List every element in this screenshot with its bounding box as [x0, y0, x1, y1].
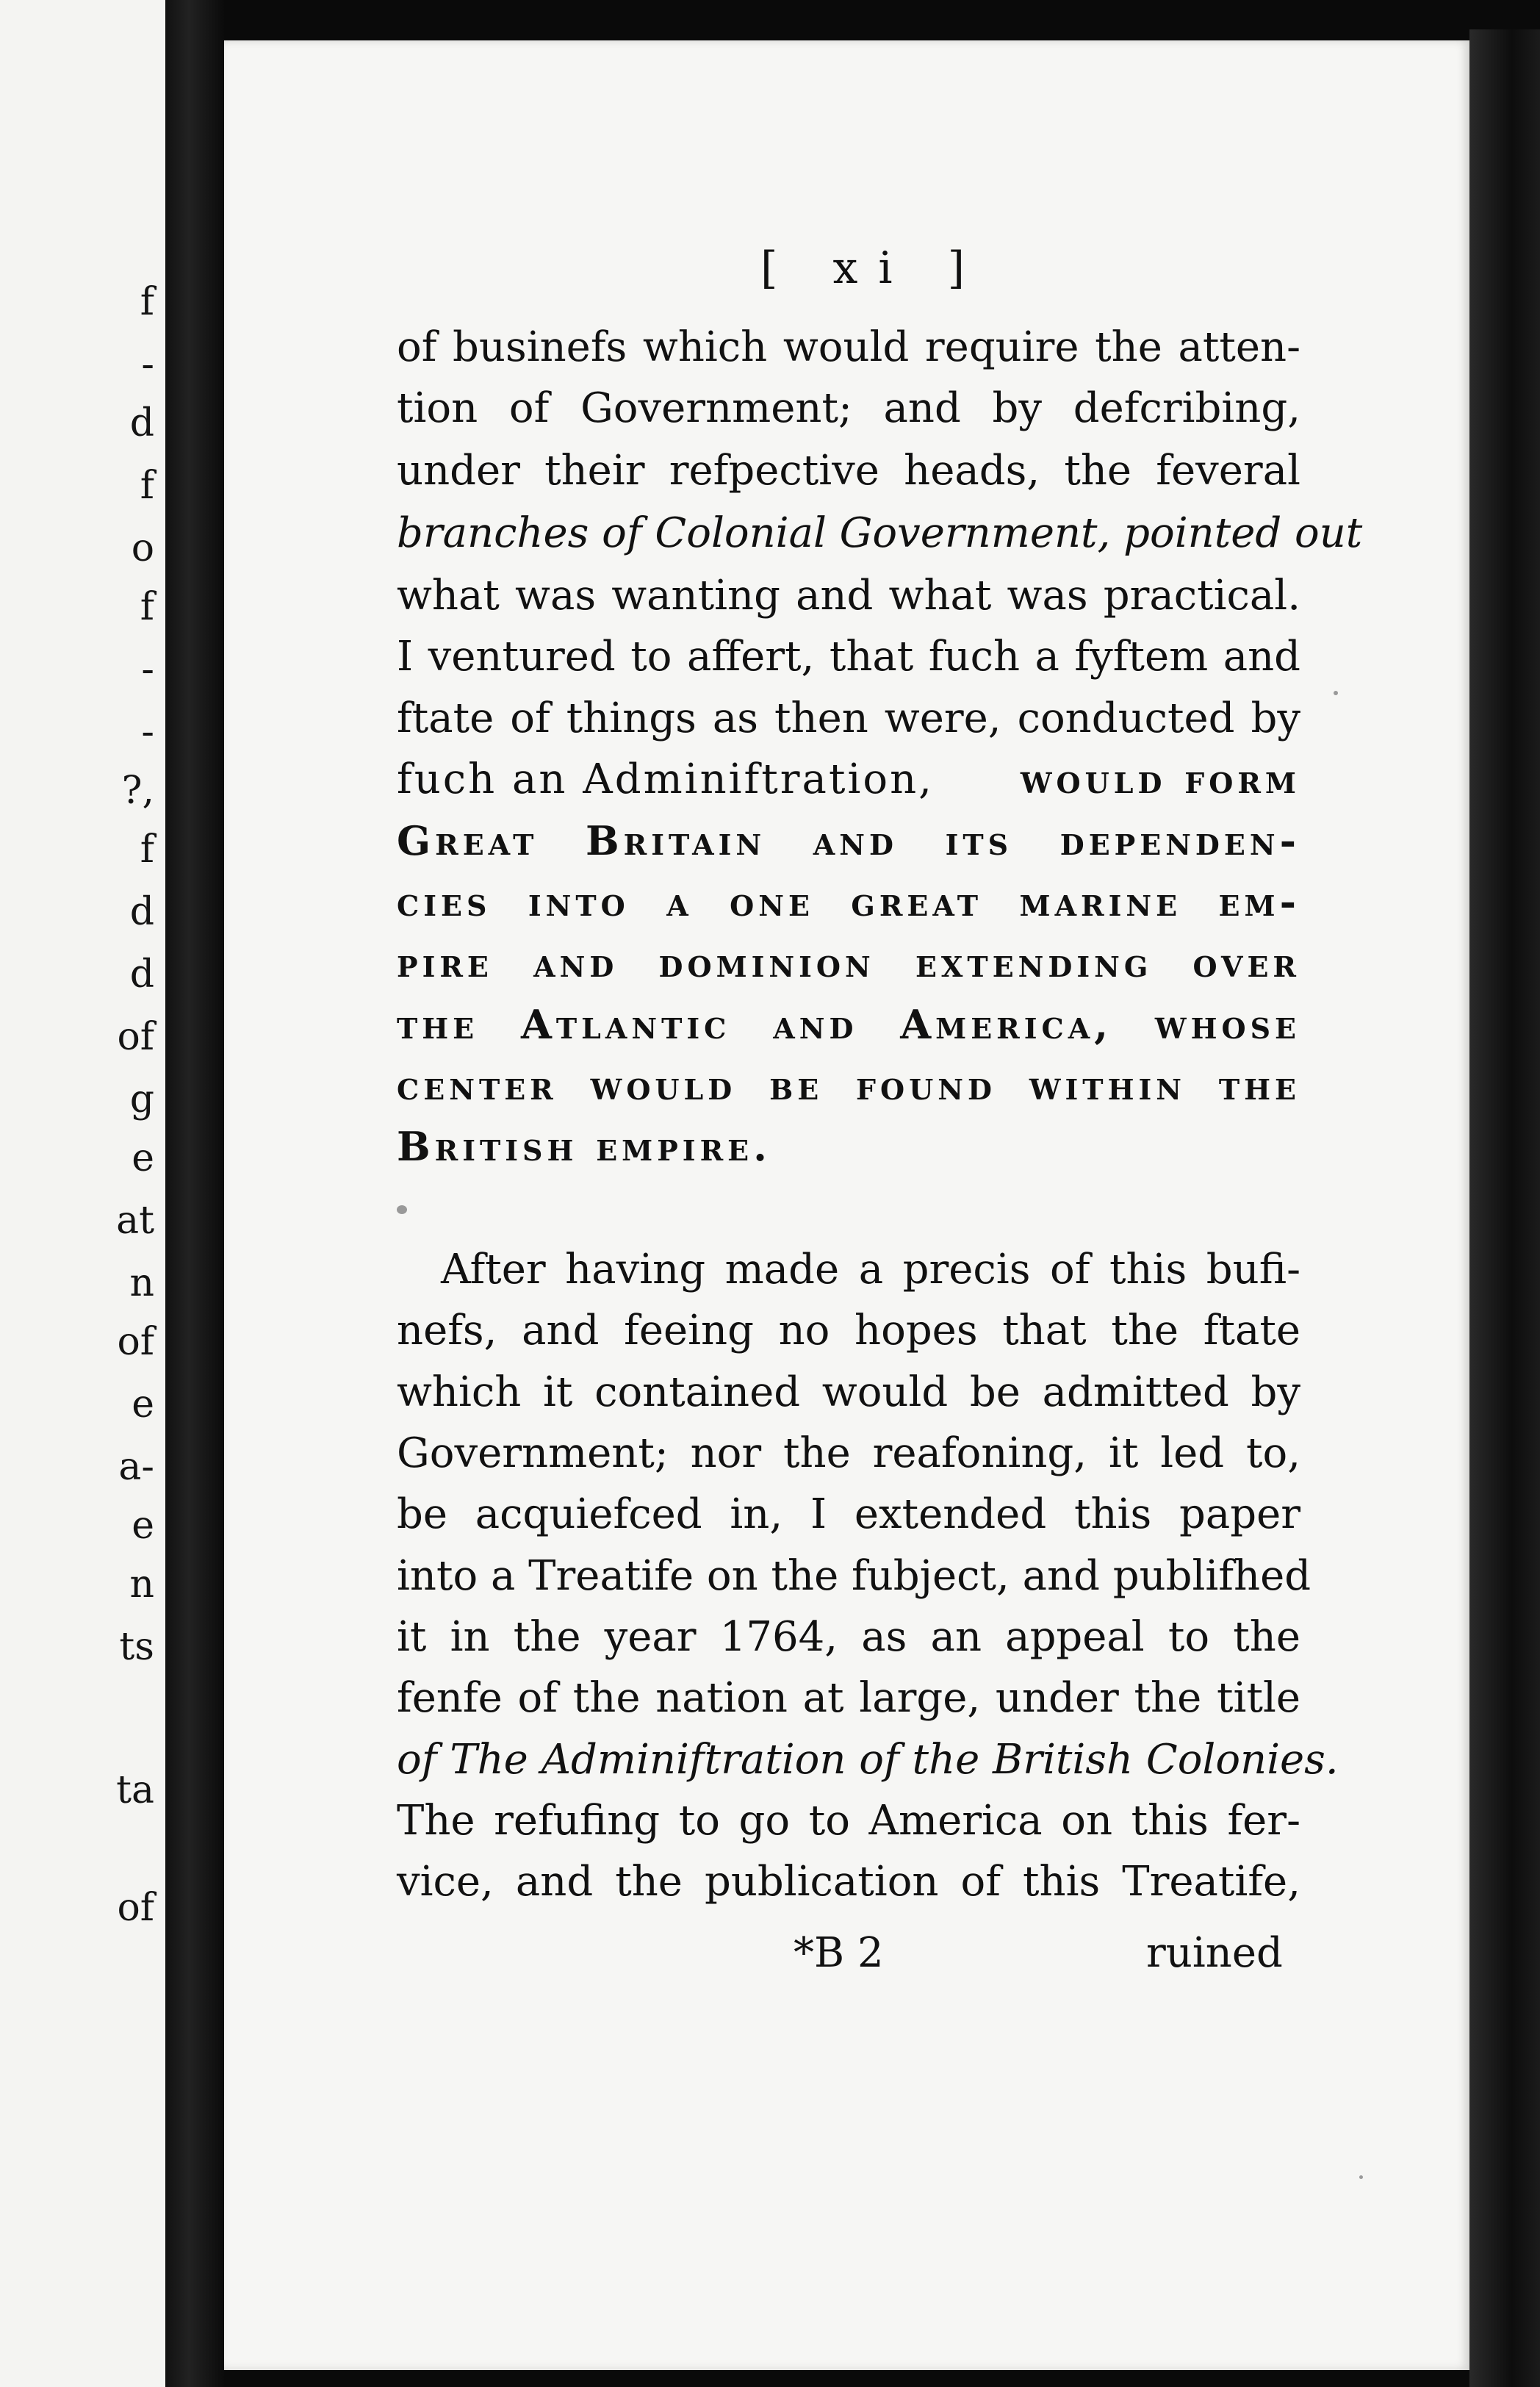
- left-facing-page: [0, 0, 167, 2387]
- text-line: be acquiefced in, I extended this paper: [397, 1490, 1300, 1538]
- left-margin-fragment: f: [140, 464, 154, 508]
- text-line-emphasis: the Atlantic and America, whose: [397, 1001, 1300, 1048]
- left-margin-fragment: of: [117, 1015, 154, 1059]
- text-line: fenfe of the nation at large, under the title: [397, 1674, 1300, 1722]
- left-margin-fragment: n: [129, 1261, 154, 1305]
- left-margin-fragment: d: [129, 952, 154, 997]
- left-margin-fragment: o: [131, 526, 154, 570]
- text-line-emphasis: Great Britain and its dependen-: [397, 817, 1300, 864]
- book-fore-edge: [1469, 29, 1540, 2387]
- text-line: tion of Government; and by defcribing,: [397, 384, 1300, 432]
- left-margin-fragment: ts: [119, 1625, 154, 1669]
- left-margin-fragment: e: [132, 1136, 154, 1180]
- text-line: it in the year 1764, as an appeal to the: [397, 1613, 1300, 1661]
- text-line: Government; nor the reafoning, it led to,: [397, 1429, 1300, 1477]
- left-margin-fragment: d: [129, 401, 154, 445]
- text-line: fuch an Adminiftration,: [397, 755, 934, 803]
- left-margin-fragment: at: [116, 1199, 154, 1243]
- left-margin-fragment: of: [117, 1320, 154, 1364]
- left-margin-fragment: g: [129, 1077, 154, 1121]
- left-margin-fragment: -: [141, 342, 154, 387]
- scan-speck: [397, 1205, 407, 1214]
- text-line: of businefs which would require the atten-: [397, 323, 1300, 371]
- text-line: branches of Colonial Government, pointed out: [397, 509, 1363, 557]
- left-margin-fragment: -: [141, 647, 154, 692]
- text-line: of The Adminiftration of the British Colonies.: [397, 1736, 1339, 1784]
- signature-mark: *B 2: [794, 1929, 884, 1977]
- left-margin-fragment: f: [140, 585, 154, 629]
- text-line: under their refpective heads, the feveral: [397, 447, 1300, 495]
- page-number-header: [ xi ]: [760, 243, 985, 294]
- left-margin-fragment: n: [129, 1562, 154, 1607]
- text-line: vice, and the publication of this Treatife,: [397, 1858, 1300, 1906]
- text-line: I ventured to affert, that fuch a fyftem and: [397, 633, 1300, 681]
- text-line: into a Treatife on the fubject, and publifhed: [397, 1552, 1311, 1600]
- text-line: The refufing to go to America on this fer-: [397, 1797, 1300, 1845]
- text-line: which it contained would be admitted by: [397, 1368, 1300, 1416]
- left-margin-fragment: a-: [118, 1445, 154, 1489]
- left-margin-fragment: -: [141, 710, 154, 754]
- left-margin-fragment: f: [140, 280, 154, 324]
- text-line: nefs, and feeing no hopes that the ftate: [397, 1307, 1300, 1354]
- text-line: After having made a precis of this bufi-: [441, 1246, 1300, 1293]
- scan-speck: [1334, 691, 1338, 695]
- left-margin-fragment: ta: [116, 1768, 154, 1812]
- left-margin-fragment: e: [132, 1504, 154, 1548]
- book-gutter: [165, 0, 224, 2387]
- scan-speck: [1359, 2175, 1363, 2179]
- left-margin-fragment: of: [117, 1886, 154, 1930]
- text-line: ftate of things as then were, conducted by: [397, 694, 1300, 742]
- text-line-emphasis: cies into a one great marine em-: [397, 878, 1300, 925]
- text-line-emphasis: pire and dominion extending over: [397, 939, 1300, 986]
- catchword: ruined: [1146, 1929, 1283, 1977]
- text-line-emphasis: center would be found within the: [397, 1062, 1300, 1109]
- text-line-emphasis: British empire.: [397, 1123, 771, 1170]
- left-margin-fragment: f: [140, 828, 154, 872]
- text-line-emphasis: would form: [1020, 755, 1300, 803]
- text-line: what was wanting and what was practical.: [397, 572, 1300, 620]
- left-margin-fragment: d: [129, 890, 154, 934]
- left-margin-fragment: e: [132, 1382, 154, 1426]
- left-margin-fragment: ?,: [121, 769, 154, 813]
